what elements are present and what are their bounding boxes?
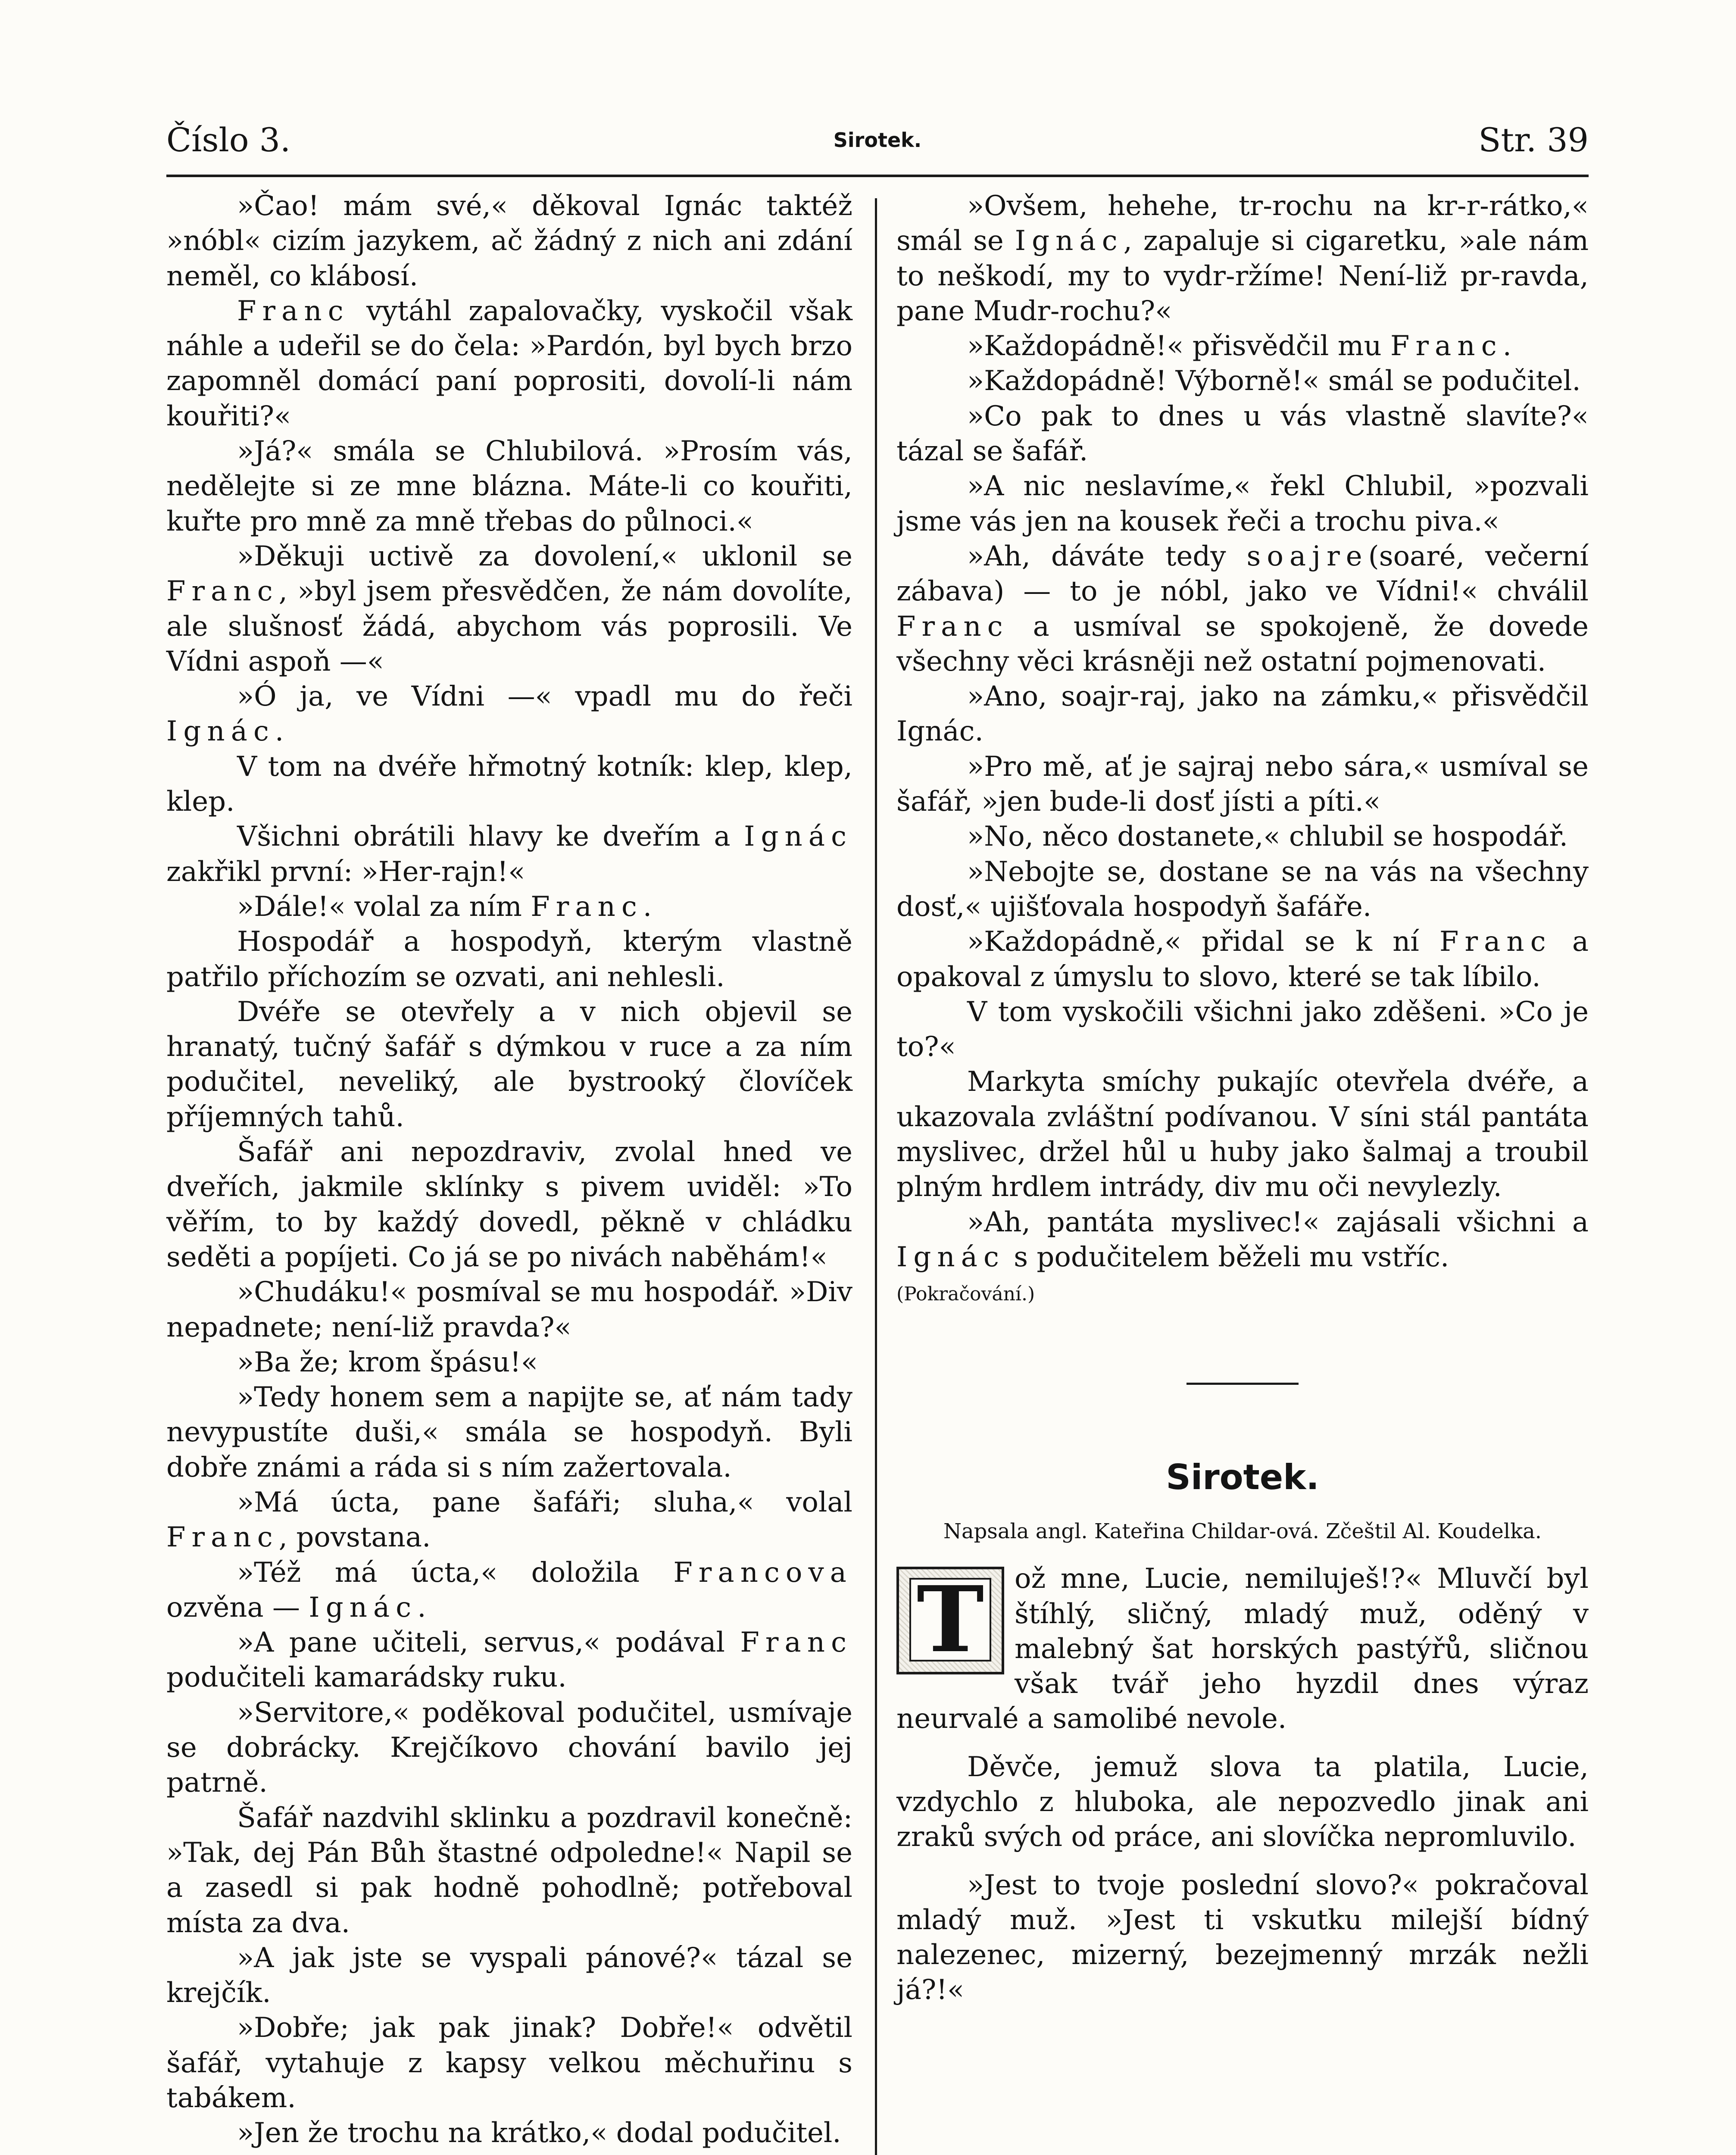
paragraph: »Čao! mám své,« děkoval Ignác taktéž »nóbl« cizím jazykem, ač žádný z nich ani zdání neměl, co klábosí. xyxy=(166,190,852,292)
paragraph: »Pro mě, ať je sajraj nebo sára,« usmíval se šafář, »jen bude-li dosť jísti a píti.« xyxy=(896,750,1589,818)
running-title: Sirotek. xyxy=(833,128,922,152)
paragraph: Děvče, jemuž slova ta platila, Lucie, vzdychlo z hluboka, ale nepozvedlo jinak ani zraků svých od práce, ani slovíčka nepromluvilo. xyxy=(896,1751,1589,1853)
paragraph: Hospodář a hospodyň, kterým vlastně patřilo příchozím se ozvati, ani nehlesli. xyxy=(166,926,852,993)
paragraph: »Chudáku!« posmíval se mu hospodář. »Div nepadnete; není-liž pravda?« xyxy=(166,1276,852,1343)
left-column xyxy=(166,189,852,2151)
paragraph: Franc vytáhl zapalovačky, vyskočil však náhle a udeřil se do čela: »Pardón, byl bych brzo zapomněl domácí paní poprositi, dovolí-li nám kouřiti?« xyxy=(166,295,852,432)
paragraph: »A jak jste se vyspali pánové?« tázal se krejčík. xyxy=(166,1942,852,2009)
paragraph: Všichni obrátili hlavy ke dveřím a Ignác zakřikl první: »Her-rajn!« xyxy=(166,821,853,888)
paragraph: »Jen že trochu na krátko,« dodal podučitel. xyxy=(237,2117,841,2149)
paragraph: »Ba že; krom špásu!« xyxy=(237,1346,538,1378)
continued-note: (Pokračování.) xyxy=(896,1283,1035,1305)
page-header xyxy=(166,121,1589,177)
paragraph: »Děkuji uctivě za dovolení,« uklonil se Franc, »byl jsem přesvědčen, že nám dovolíte, ale slušnosť žádá, abychom vás poprosili. Ve Vídni aspoň —« xyxy=(166,540,852,678)
paragraph: »Dále!« volal za ním Franc. xyxy=(237,890,652,923)
right-column xyxy=(896,189,1589,2008)
story-opening xyxy=(896,1562,1589,1736)
paragraph: »Ovšem, hehehe, tr-rochu na kr-r-rátko,« smál se Ignác, zapaluje si cigaretku, »ale nám to neškodí, my to vydr-ržíme! Není-liž pr-ravda, pane Mudr-rochu?« xyxy=(896,190,1589,327)
paragraph: »Každopádně,« přidal se k ní Franc a opakoval z úmyslu to slovo, které se tak líbilo. xyxy=(896,926,1589,993)
paragraph: V tom na dvéře hřmotný kotník: klep, klep, klep. xyxy=(166,750,852,818)
paragraph: Šafář nazdvihl sklinku a pozdravil konečně: »Tak, dej Pán Bůh štastné odpoledne!« Napil se a zasedl si pak hodně pohodlně; potřeboval místa za dva. xyxy=(166,1802,852,1939)
paragraph: »Každopádně! Výborně!« smál se podučitel. xyxy=(967,365,1581,397)
paragraph: »A nic neslavíme,« řekl Chlubil, »pozvali jsme vás jen na kousek řeči a trochu piva.« xyxy=(896,470,1589,537)
paragraph: »Co pak to dnes u vás vlastně slavíte?« tázal se šafář. xyxy=(896,400,1589,468)
paragraph: »Tedy honem sem a napijte se, ať nám tady nevypustíte duši,« smála se hospodyň. Byli dobře známi a ráda si s ním zažertovala. xyxy=(166,1381,852,1484)
paragraph: »Já?« smála se Chlubilová. »Prosím vás, nedělejte si ze mne blázna. Máte-li co kouřiti, kuřte pro mně za mně třebas do půlnoci.« xyxy=(166,435,852,537)
paragraph: ož mne, Lucie, nemiluješ!?« Mluvčí byl štíhlý, sličný, mladý muž, oděný v malebný šat horských pastýřů, sličnou však tvář jeho hyzdil dnes výraz neurvalé a samolibé nevole. xyxy=(896,1563,1589,1735)
paragraph: »Nebojte se, dostane se na vás na všechny dosť,« ujišťovala hospodyň šafáře. xyxy=(896,856,1589,923)
paragraph: »Má úcta, pane šafáři; sluha,« volal Franc, povstana. xyxy=(166,1486,852,1554)
paragraph: Markyta smíchy pukajíc otevřela dvéře, a ukazovala zvláštní podívanou. V síni stál pantáta myslivec, držel hůl u huby jako šalmaj a troubil plným hrdlem intrády, div mu oči nevylezly. xyxy=(896,1066,1589,1203)
story-byline: Napsala angl. Kateřina Childar-ová. Zčeštil Al. Koudelka. xyxy=(943,1519,1542,1544)
section-divider xyxy=(1186,1383,1299,1385)
paragraph: »Ano, soajr-raj, jako na zámku,« přisvědčil Ignác. xyxy=(896,681,1589,748)
paragraph: »Ah, dáváte tedy soajre(soaré, večerní zábava) — to je nóbl, jako ve Vídni!« chválil Franc a usmíval se spokojeně, že dovede všechny věci krásněji než ostatní pojmenovati. xyxy=(896,540,1589,678)
paragraph: »Každopádně!« přisvědčil mu Franc. xyxy=(967,330,1511,362)
drop-cap-ornament xyxy=(896,1567,1004,1674)
paragraph: »Ah, pantáta myslivec!« zajásali všichni a Ignác s podučitelem běželi mu vstříc. xyxy=(896,1206,1589,1273)
paragraph: »Též má úcta,« doložila Francova ozvěna — Ignác. xyxy=(166,1556,853,1624)
column-divider xyxy=(875,198,877,2155)
story-title: Sirotek. xyxy=(1166,1457,1319,1498)
drop-cap-letter: T xyxy=(916,1566,984,1673)
paragraph: »Dobře; jak pak jinak? Dobře!« odvětil šafář, vytahuje z kapsy velkou měchuřinu s tabákem. xyxy=(166,2012,852,2114)
header-rule xyxy=(166,175,1589,177)
paragraph: »Servitore,« poděkoval podučitel, usmívaje se dobrácky. Krejčíkovo chování bavilo jej patrně. xyxy=(166,1696,852,1799)
page-number: Str. 39 xyxy=(1478,121,1589,159)
paragraph: »Jest to tvoje poslední slovo?« pokračoval mladý muž. »Jest ti vskutku milejší bídný nalezenec, mizerný, bezejmenný mrzák nežli já?!« xyxy=(896,1869,1589,2006)
paragraph: V tom vyskočili všichni jako zděšeni. »Co je to?« xyxy=(896,996,1589,1063)
paragraph: Dvéře se otevřely a v nich objevil se hranatý, tučný šafář s dýmkou v ruce a za ním podučitel, neveliký, ale bystrooký človíček příjemných tahů. xyxy=(166,996,852,1133)
paragraph: »Ó ja, ve Vídni —« vpadl mu do řeči Ignác. xyxy=(166,681,852,748)
issue-number: Číslo 3. xyxy=(166,121,291,159)
paragraph: »A pane učiteli, servus,« podával Franc podučiteli kamarádsky ruku. xyxy=(166,1627,853,1694)
paragraph: »No, něco dostanete,« chlubil se hospodář. xyxy=(967,821,1568,853)
paragraph: Šafář ani nepozdraviv, zvolal hned ve dveřích, jakmile sklínky s pivem uviděl: »To věřím, to by každý dovedl, pěkně v chládku seděti a popíjeti. Co já se po nivách naběhám!« xyxy=(166,1136,852,1273)
